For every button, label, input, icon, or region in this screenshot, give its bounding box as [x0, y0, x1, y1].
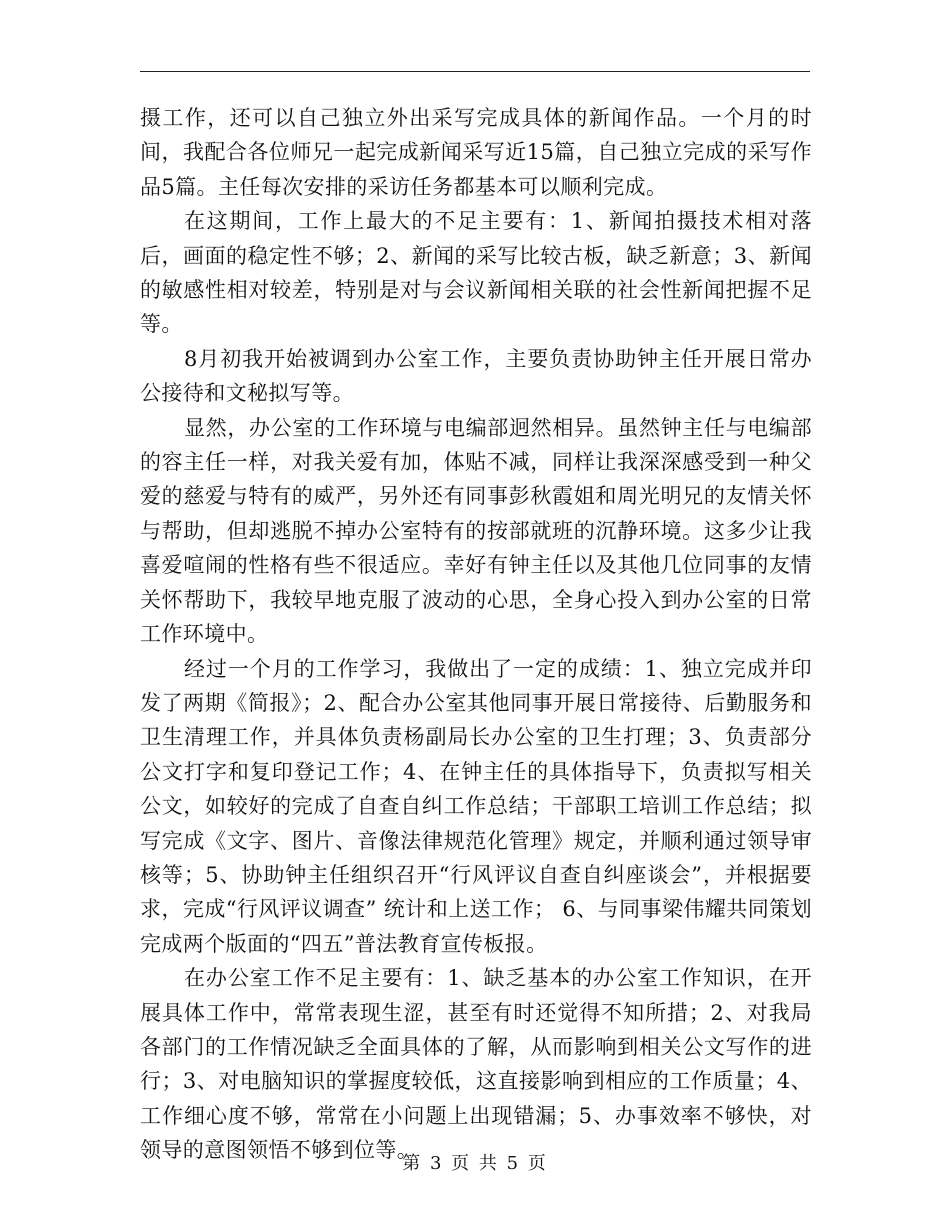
paragraph-1: 摄工作，还可以自己独立外出采写完成具体的新闻作品。一个月的时间，我配合各位师兄一起完成新闻采写近15篇，自己独立完成的采写作品5篇。主任每次安排的采访任务都基本可以顺利完成。	[140, 106, 812, 199]
paragraph-3: 8月初我开始被调到办公室工作，主要负责协助钟主任开展日常办公接待和文秘拟写等。	[140, 346, 812, 406]
page-footer: 第 3 页 共 5 页	[402, 1153, 548, 1174]
document-body	[140, 101, 812, 1168]
paragraph-6: 在办公室工作不足主要有：1、缺乏基本的办公室工作知识，在开展具体工作中，常常表现生涩，甚至有时还觉得不知所措；2、对我局各部门的工作情况缺乏全面具体的了解，从而影响到相关公文写作的进行；3、对电脑知识的掌握度较低，这直接影响到相应的工作质量；4、工作细心度不够，常常在小问题上出现错漏；5、办事效率不够快，对领导的意图领悟不够到位等。	[140, 966, 812, 1163]
paragraph-5: 经过一个月的工作学习，我做出了一定的成绩：1、独立完成并印发了两期《简报》；2、配合办公室其他同事开展日常接待、后勤服务和卫生清理工作，并具体负责杨副局长办公室的卫生打理；3、负责部分公文打字和复印登记工作；4、在钟主任的具体指导下，负责拟写相关公文，如较好的完成了自查自纠工作总结；干部职工培训工作总结；拟写完成《文字、图片、音像法律规范化管理》规定，并顺利通过领导审核等；5、协助钟主任组织召开“行风评议自查自纠座谈会”，并根据要求，完成“行风评议调查” 统计和上送工作； 6、与同事梁伟耀共同策划完成两个版面的“四五”普法教育宣传板报。	[140, 656, 812, 956]
paragraph-4: 显然，办公室的工作环境与电编部迥然相异。虽然钟主任与电编部的容主任一样，对我关爱有加，体贴不减，同样让我深深感受到一种父爱的慈爱与特有的威严，另外还有同事彭秋霞姐和周光明兄的友情关怀与帮助，但却逃脱不掉办公室特有的按部就班的沉静环境。这多少让我喜爱喧闹的性格有些不很适应。幸好有钟主任以及其他几位同事的友情关怀帮助下，我较早地克服了波动的心思，全身心投入到办公室的日常工作环境中。	[140, 415, 812, 647]
paragraph-2: 在这期间，工作上最大的不足主要有：1、新闻拍摄技术相对落后，画面的稳定性不够；2、新闻的采写比较古板，缺乏新意；3、新闻的敏感性相对较差，特别是对与会议新闻相关联的社会性新闻把握不足等。	[140, 209, 812, 337]
header-rule	[140, 71, 810, 72]
